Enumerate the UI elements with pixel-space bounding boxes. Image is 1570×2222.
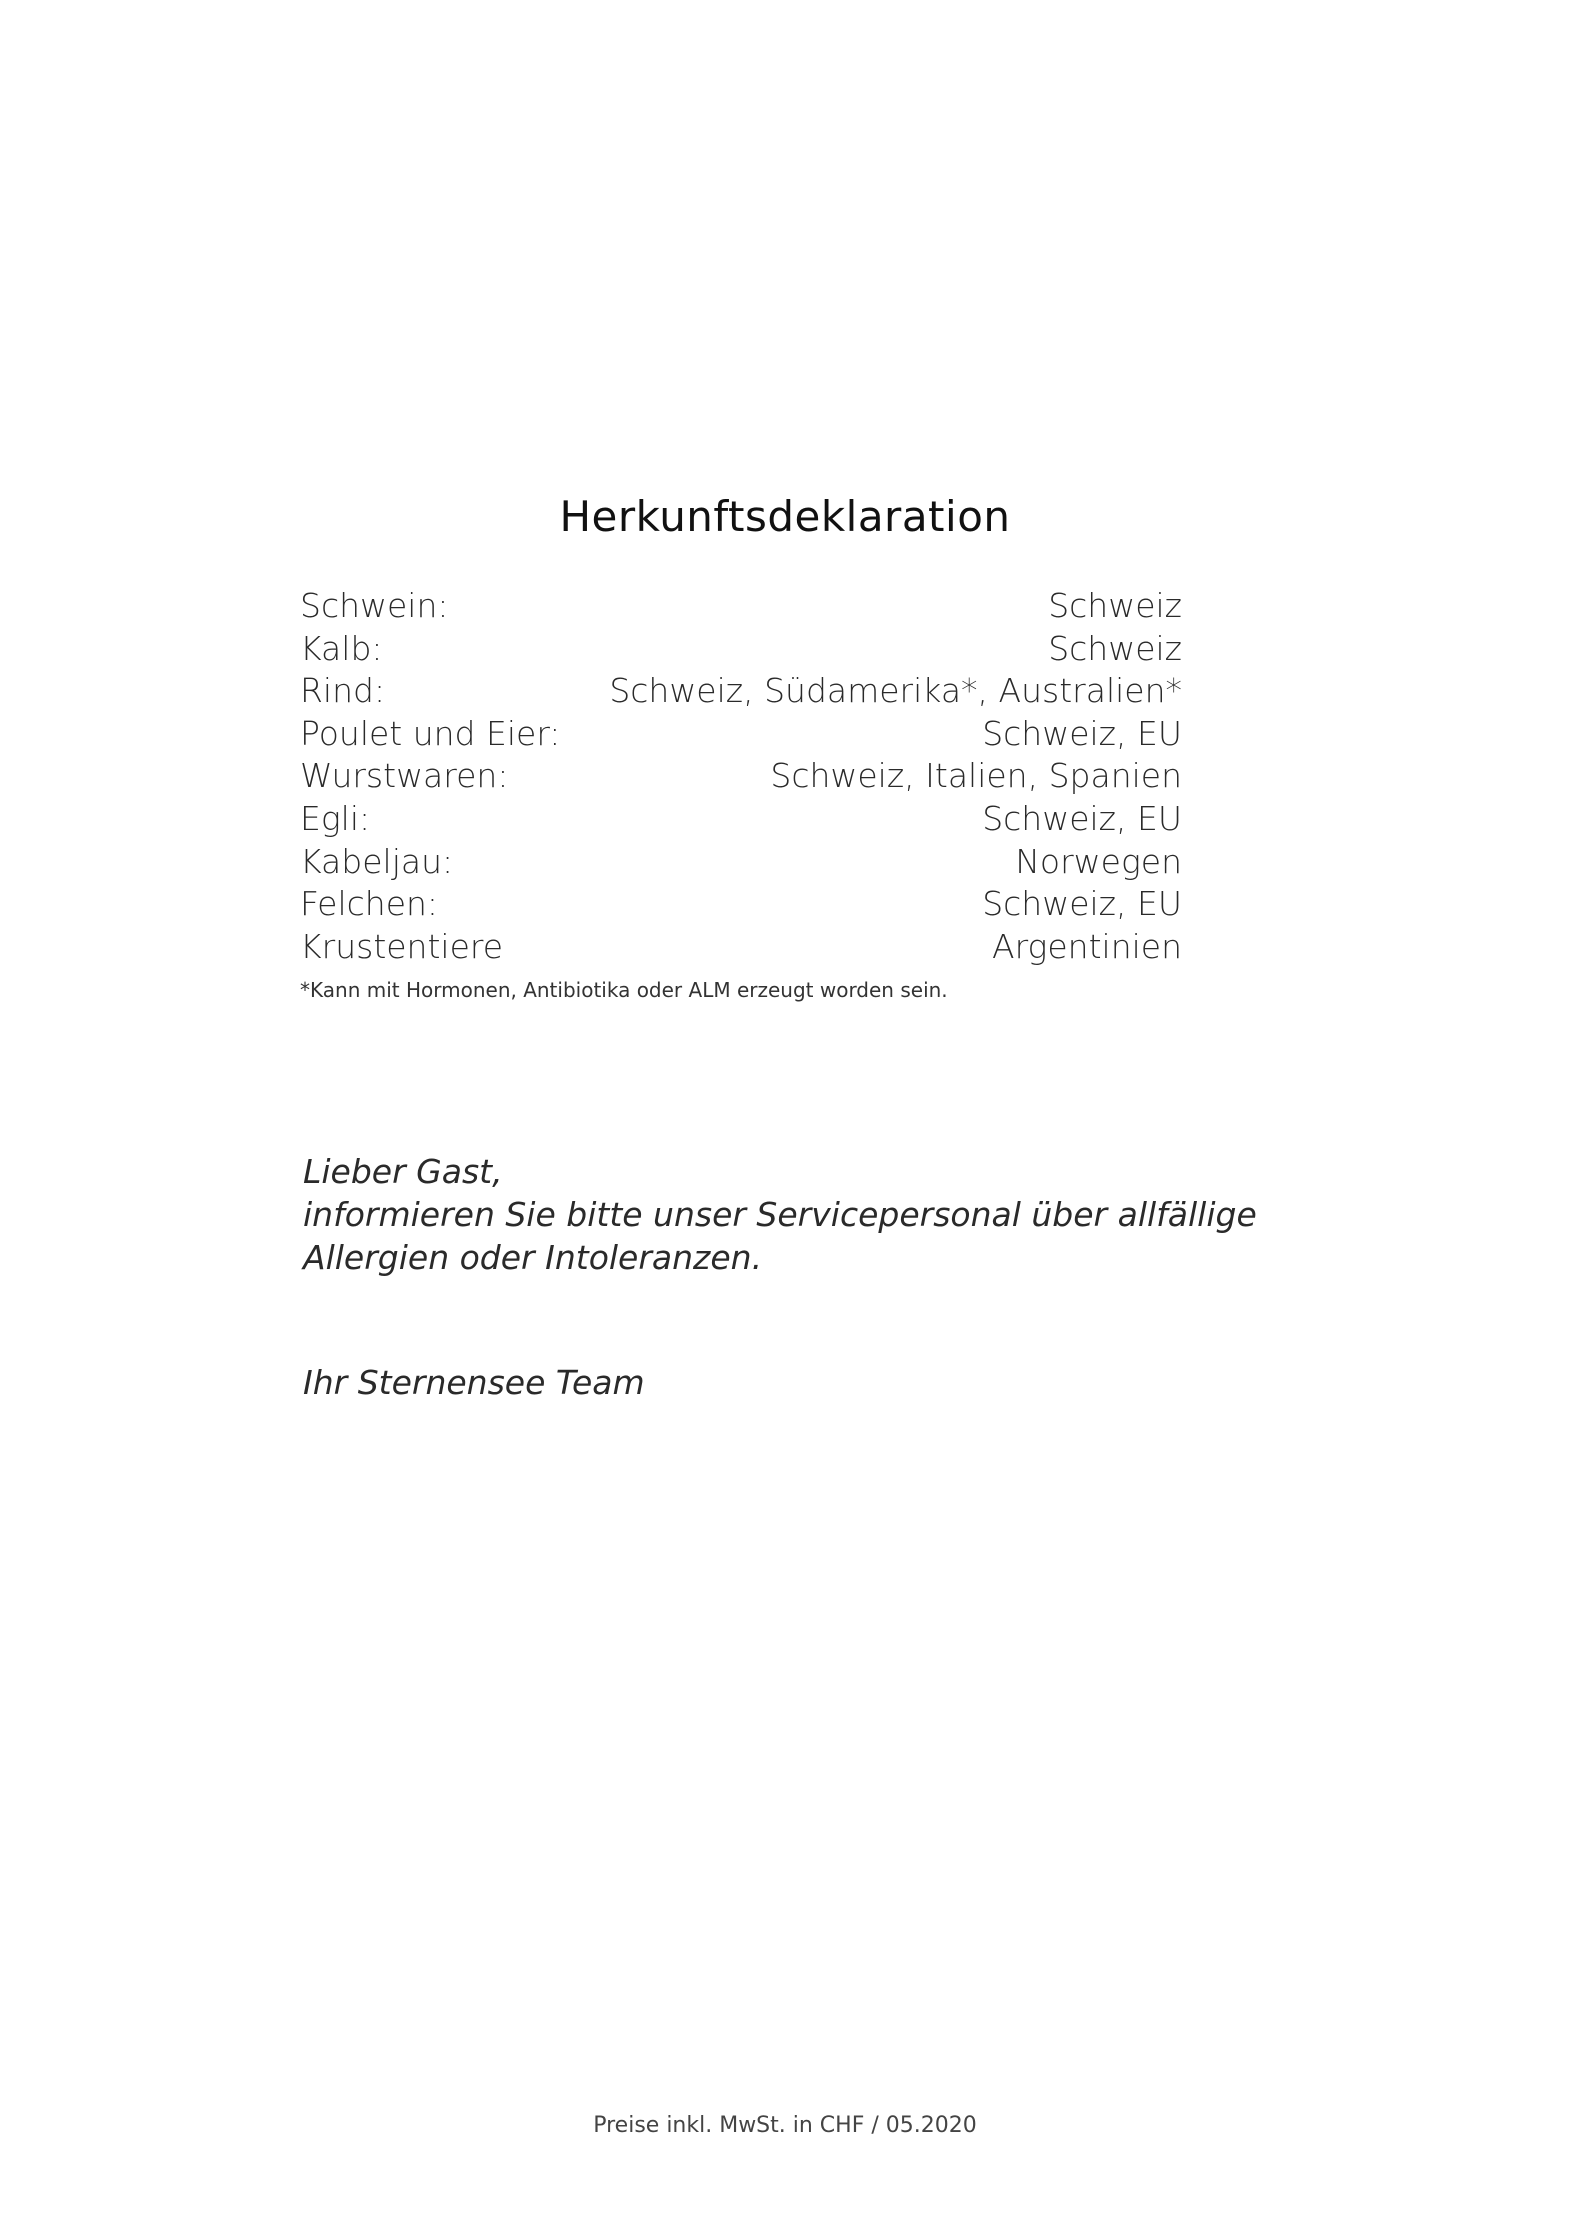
origin-row-krustentiere <box>300 927 1182 970</box>
origin-country-value: Schweiz, Südamerika*, Australien* <box>609 671 1182 711</box>
origin-item-label: Poulet und Eier: <box>300 713 561 753</box>
origin-item-label: Krustentiere <box>300 926 504 966</box>
origin-item-label: Kabeljau: <box>300 841 454 881</box>
origin-row-felchen <box>300 884 1182 927</box>
guest-allergy-note <box>303 1150 1257 1279</box>
origin-country-value: Schweiz <box>1048 628 1182 668</box>
team-signature: Ihr Sternensee Team <box>303 1363 645 1402</box>
origin-country-value: Schweiz, Italien, Spanien <box>770 756 1182 796</box>
origin-item-label: Rind: <box>300 671 386 711</box>
origin-country-value: Schweiz, EU <box>982 713 1182 753</box>
origin-item-label: Felchen: <box>300 884 439 924</box>
origin-country-value: Norwegen <box>1015 841 1182 881</box>
origin-country-value: Schweiz <box>1048 586 1182 625</box>
origin-country-value: Schweiz, EU <box>982 884 1182 924</box>
origin-item-label: Kalb: <box>300 628 383 668</box>
guest-note-greeting: Lieber Gast, <box>303 1152 503 1191</box>
footnote: *Kann mit Hormonen, Antibiotika oder ALM erzeugt worden sein. <box>300 978 948 1002</box>
guest-note-line: Allergien oder Intoleranzen. <box>303 1238 763 1277</box>
origin-item-label: Egli: <box>300 798 371 838</box>
origin-row-egli <box>300 799 1182 842</box>
origin-country-value: Schweiz, EU <box>982 798 1182 838</box>
origin-row-rind <box>300 671 1182 714</box>
page-title: Herkunftsdeklaration <box>559 492 1011 541</box>
origin-declaration-list <box>300 586 1182 969</box>
price-footer-note: Preise inkl. MwSt. in CHF / 05.2020 <box>593 2113 977 2138</box>
origin-row-wurstwaren <box>300 756 1182 799</box>
origin-item-label: Wurstwaren: <box>300 756 509 796</box>
origin-row-schwein <box>300 586 1182 629</box>
origin-country-value: Argentinien <box>992 926 1182 966</box>
guest-note-line: informieren Sie bitte unser Servicepersonal über allfällige <box>303 1195 1257 1234</box>
origin-item-label: Schwein: <box>300 586 449 625</box>
origin-row-kabeljau <box>300 842 1182 885</box>
origin-row-poulet-eier <box>300 714 1182 757</box>
origin-row-kalb <box>300 629 1182 672</box>
